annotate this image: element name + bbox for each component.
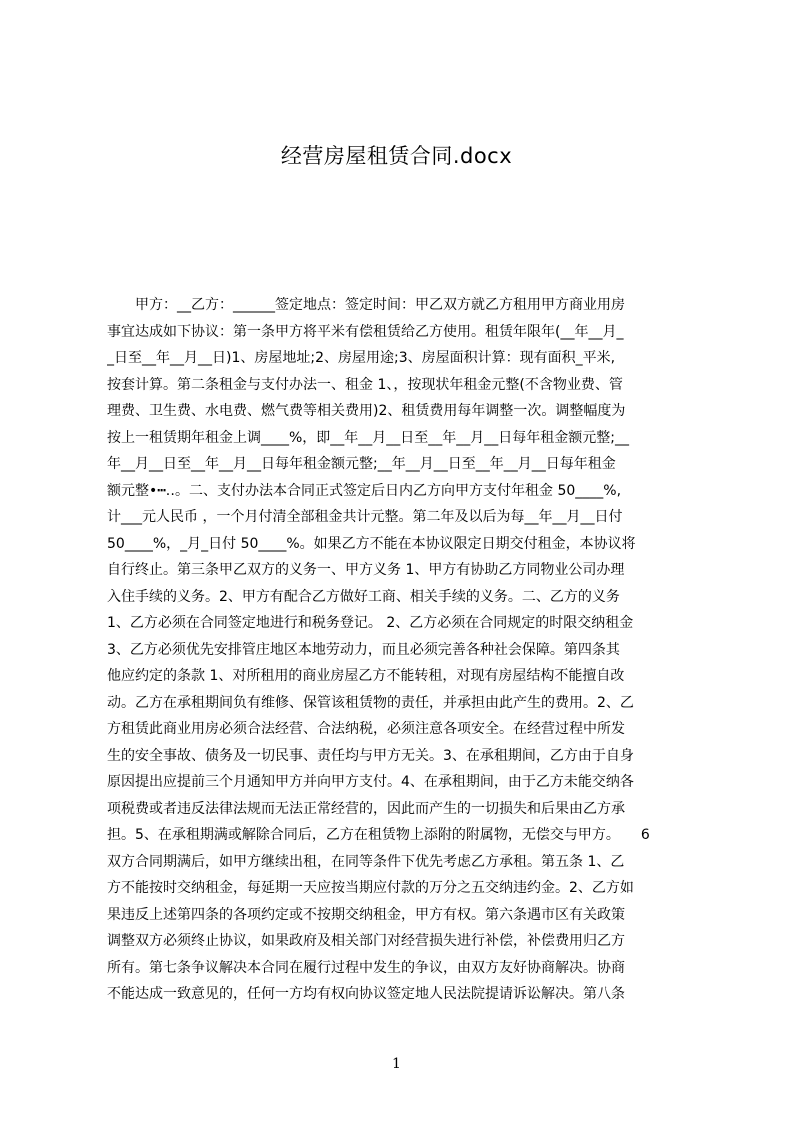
body-line: 按上一租赁期年租金上调____%，即__年__月__日至__年__月__日每年租金额元整;__ — [107, 429, 630, 446]
body-line: 动。乙方在承租期间负有维修、保管该租赁物的责任，并承担由此产生的费用。2、乙 — [107, 694, 634, 711]
body-line: 生的安全事故、债务及一切民事、责任均与甲方无关。3、在承租期间，乙方由于自身 — [107, 747, 634, 764]
body-line: 果违反上述第四条的各项约定或不按期交纳租金，甲方有权。第六条遇市区有关政策 — [107, 906, 625, 923]
body-line: 计___元人民币 ，一个月付清全部租金共计元整。第二年及以后为每__年__月__日付 — [107, 509, 623, 525]
body-line: 入住手续的义务。2、甲方有配合乙方做好工商、相关手续的义务。二、乙方的义务 — [107, 588, 620, 605]
body-line: _日至__年__月__日)1、房屋地址;2、房屋用途;3、房屋面积计算：现有面积_平米, — [107, 350, 616, 366]
body-line: 他应约定的条款 1、对所租用的商业房屋乙方不能转租，对现有房屋结构不能擅自改 — [107, 668, 625, 684]
body-line: 3、乙方必须优先安排管庄地区本地劳动力，而且必须完善各种社会保障。第四条其 — [107, 641, 620, 658]
body-line: 项税费或者违反法律法规而无法正常经营的，因此而产生的一切损失和后果由乙方承 — [107, 800, 625, 817]
body-line: 双方合同期满后，如甲方继续出租，在同等条件下优先考虑乙方承租。第五条 1、乙 — [107, 853, 625, 870]
body-line: 1、乙方必须在合同签定地进行和税务登记。 2、乙方必须在合同规定的时限交纳租金 — [107, 615, 634, 631]
body-line: 所有。第七条争议解决本合同在履行过程中发生的争议，由双方友好协商解决。协商 — [107, 959, 625, 976]
body-line: 事宜达成如下协议：第一条甲方将平米有偿租赁给乙方使用。租赁年限年(__年__月_ — [107, 323, 624, 340]
document-body — [107, 292, 697, 1008]
body-line: 年__月__日至__年__月__日每年租金额元整;__年__月__日至__年__月__日每年租金 — [107, 456, 616, 472]
document-title: 经营房屋租赁合同.docx — [280, 144, 513, 168]
body-line: 额元整•┅‥。二、支付办法本合同正式签定后日内乙方向甲方支付年租金 50____%, — [107, 482, 622, 499]
body-line: 50____%，_月_日付 50____%。如果乙方不能在本协议限定日期交付租金，本协议将 — [107, 535, 636, 552]
body-line: 方不能按时交纳租金，每延期一天应按当期应付款的万分之五交纳违约金。2、乙方如 — [107, 880, 634, 896]
body-line: 甲方：__乙方：______签定地点：签定时间：甲乙双方就乙方租用甲方商业用房 — [107, 297, 625, 313]
body-line: 方租赁此商业用房必须合法经营、合法纳税，必须注意各项安全。在经营过程中所发 — [107, 721, 625, 737]
body-line: 原因提出应提前三个月通知甲方并向甲方支付。4、在承租期间，由于乙方未能交纳各 — [107, 774, 634, 790]
body-line: 调整双方必须终止协议，如果政府及相关部门对经营损失进行补偿，补偿费用归乙方 — [107, 933, 625, 949]
body-line: 不能达成一致意见的，任何一方均有权向协议签定地人民法院提请诉讼解决。第八条 — [107, 986, 625, 1002]
body-line: 自行终止。第三条甲乙双方的义务一、甲方义务 1、甲方有协助乙方同物业公司办理 — [107, 562, 625, 578]
body-line: 理费、卫生费、水电费、燃气费等相关费用)2、租赁费用每年调整一次。调整幅度为 — [107, 403, 626, 419]
body-line: 按套计算。第二条租金与支付办法一、租金 1、，按现状年租金元整(不含物业费、管 — [107, 376, 623, 393]
page-number: 1 — [392, 1056, 401, 1072]
body-line: 担。5、在承租期满或解除合同后，乙方在租赁物上添附的附属物，无偿交与甲方。 6 — [107, 827, 650, 843]
